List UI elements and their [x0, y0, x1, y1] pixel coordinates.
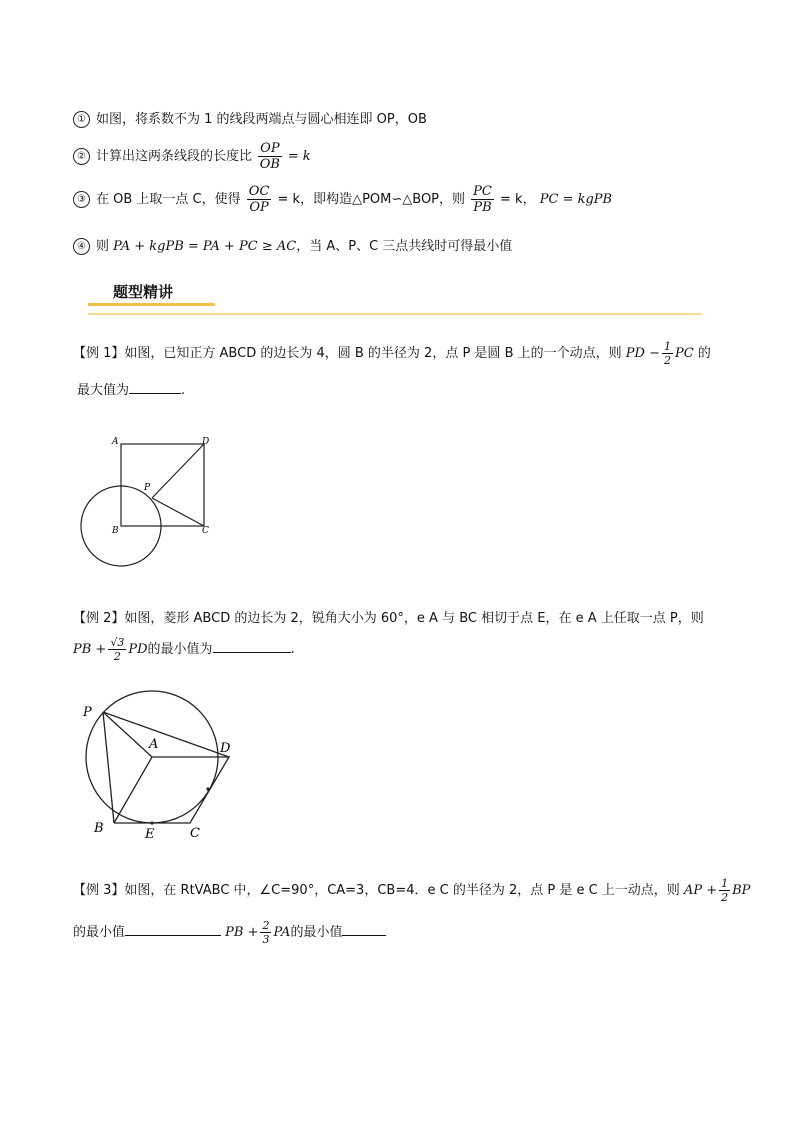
figure-2-label-d: D — [220, 741, 231, 756]
example-3-text: 如图，在 RtVABC 中，∠C=90°，CA=3，CB=4．e C 的半径为 2，点 P 是 e C 上一动点，则 — [124, 883, 680, 898]
example-2-math-b: PD — [128, 642, 148, 657]
figure-1-label-b: B — [112, 526, 119, 536]
example-3-math-a: AP + — [683, 883, 718, 898]
example-3-line-1 — [73, 877, 750, 904]
example-1-line2-text: 最大值为 — [77, 383, 130, 398]
step-2-tail: = k — [287, 149, 311, 164]
example-2-math-a: PB + — [73, 642, 107, 657]
example-3-fraction-2: $\frac{2}{3}$ — [262, 919, 270, 946]
step-2-text: 计算出这两条线段的长度比 — [96, 149, 253, 164]
figure-1 — [75, 430, 225, 575]
step-4-formula: PA + kgPB = PA + PC ≥ AC — [113, 239, 297, 254]
step-2-number: ② — [73, 148, 90, 165]
example-2-label: 【例 2】 — [73, 611, 125, 626]
figure-1-segment-pc — [152, 498, 204, 526]
step-4-number: ④ — [73, 238, 90, 255]
figure-1-label-d: D — [202, 437, 210, 447]
example-3-math-d: PA — [273, 925, 291, 940]
figure-2-label-c: C — [190, 826, 200, 841]
example-2-fraction: $\frac{√3}{2}$ — [110, 636, 125, 663]
step-3-fraction-2: $\frac{PC}{PB}$ — [473, 184, 492, 215]
step-2 — [73, 141, 311, 172]
example-3-math-b: BP — [732, 883, 751, 898]
example-2-line-2 — [73, 636, 295, 663]
example-3-answer-blank-1[interactable] — [125, 923, 221, 936]
section-title: 题型精讲 — [113, 283, 174, 301]
example-1-text-a: 如图，已知正方 ABCD 的边长为 4，圆 B 的半径为 2，点 P 是圆 B 上的一个动点，则 — [124, 346, 622, 361]
step-4 — [73, 235, 512, 255]
step-4-text-a: 则 — [96, 239, 110, 254]
figure-2-point-e — [150, 821, 153, 824]
example-2-text-b: 的最小值为 — [147, 642, 213, 657]
step-1-number: ① — [73, 111, 90, 128]
step-4-text-b: ，当 A、P、C 三点共线时可得最小值 — [296, 239, 513, 254]
figure-2-label-e: E — [145, 827, 155, 842]
example-1-math-b: PC — [674, 346, 694, 361]
example-1-math-a: PD − — [625, 346, 660, 361]
figure-1-segment-pd — [152, 444, 204, 498]
example-3-line-2 — [73, 919, 386, 946]
example-2-end: . — [290, 642, 295, 657]
example-1-line-2 — [77, 379, 185, 398]
figure-2-point — [206, 787, 209, 790]
section-title-underline — [88, 303, 215, 306]
figure-2 — [75, 690, 245, 845]
step-3-fraction-1: $\frac{OC}{OP}$ — [248, 184, 270, 215]
section-divider — [88, 313, 702, 315]
example-1-end: . — [181, 383, 186, 398]
figure-1-label-p: P — [144, 483, 151, 493]
example-3-answer-blank-2[interactable] — [342, 923, 386, 936]
figure-1-label-a: A — [112, 437, 119, 447]
example-3-fraction-1: $\frac{1}{2}$ — [721, 877, 729, 904]
step-1 — [73, 108, 427, 128]
example-2-text: 如图，菱形 ABCD 的边长为 2，锐角大小为 60°，e A 与 BC 相切于点 E，在 e A 上任取一点 P，则 — [124, 611, 704, 626]
step-3-text-b: = k，即构造△POM∽△BOP，则 — [277, 192, 466, 207]
step-3-text-c: = k， — [500, 192, 536, 207]
example-1-fraction: $\frac{1}{2}$ — [663, 340, 671, 367]
example-3-label: 【例 3】 — [73, 883, 125, 898]
step-3-formula: PC = kgPB — [539, 192, 613, 207]
example-3-line2-text-b: 的最小值 — [290, 925, 343, 940]
example-3-math-c: PB + — [225, 925, 259, 940]
step-1-text: 如图，将系数不为 1 的线段两端点与圆心相连即 OP，OB — [96, 112, 427, 127]
figure-1-label-c: C — [202, 526, 209, 536]
example-1-line-1 — [73, 340, 711, 367]
figure-2-label-a: A — [149, 737, 159, 752]
step-3-number: ③ — [73, 191, 90, 208]
figure-2-segment-pd — [103, 712, 229, 757]
example-3-line2-text-a: 的最小值 — [73, 925, 126, 940]
example-2-line-1 — [73, 607, 704, 626]
figure-2-rhombus — [114, 757, 229, 823]
step-3 — [73, 184, 612, 215]
step-2-fraction: $\frac{OP}{OB}$ — [259, 141, 280, 172]
figure-2-label-b: B — [94, 821, 104, 836]
figure-2-label-p: P — [83, 705, 92, 720]
example-2-answer-blank[interactable] — [213, 640, 291, 653]
example-1-text-b: 的 — [697, 346, 711, 361]
example-1-label: 【例 1】 — [73, 346, 125, 361]
example-1-answer-blank[interactable] — [129, 381, 181, 394]
figure-2-segment-pa — [103, 712, 152, 757]
step-3-text-a: 在 OB 上取一点 C，使得 — [96, 192, 241, 207]
